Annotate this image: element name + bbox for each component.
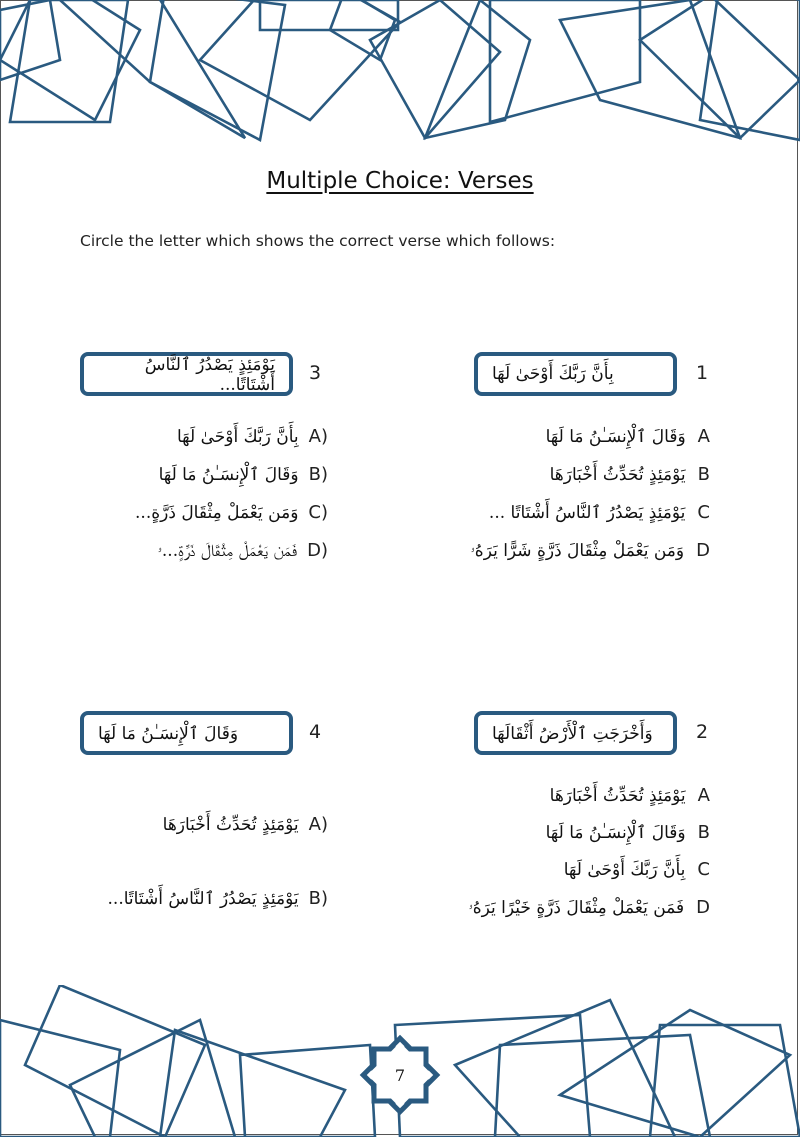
- top-geometric-decoration: [0, 0, 800, 145]
- q3-option-b[interactable]: [159, 464, 328, 485]
- option-letter: A: [697, 785, 710, 806]
- question-1-number: 1: [696, 362, 709, 384]
- q1-option-b[interactable]: [550, 464, 710, 485]
- question-3-verse: يَوْمَئِذٍ يَصْدُرُ ٱلنَّاسُ أَشْتَاتًا...: [144, 354, 275, 395]
- option-letter: D): [307, 540, 328, 561]
- instruction-text: Circle the letter which shows the correct verse which follows:: [80, 232, 556, 250]
- option-text: بِأَنَّ رَبَّكَ أَوْحَىٰ لَهَا: [563, 859, 686, 880]
- option-letter: C): [308, 502, 328, 523]
- option-letter: A): [308, 814, 328, 835]
- option-text: وَمَن يَعْمَلْ مِثْقَالَ ذَرَّةٍ شَرًّا يَرَهُۥ: [470, 540, 685, 561]
- q3-option-d[interactable]: [158, 540, 328, 561]
- q2-option-d[interactable]: [469, 897, 711, 918]
- option-letter: B): [308, 888, 328, 909]
- option-letter: A: [697, 426, 710, 447]
- option-text: بِأَنَّ رَبَّكَ أَوْحَىٰ لَهَا: [176, 426, 299, 447]
- q3-option-c[interactable]: [135, 502, 328, 523]
- option-letter: D: [696, 897, 710, 918]
- option-text: يَوْمَئِذٍ تُحَدِّثُ أَخْبَارَهَا: [162, 814, 299, 835]
- option-text: وَقَالَ ٱلْإِنسَـٰنُ مَا لَهَا: [545, 823, 686, 843]
- question-3-verse-box: [80, 352, 293, 396]
- page-title: Multiple Choice: Verses: [266, 168, 534, 194]
- option-text: يَوْمَئِذٍ يَصْدُرُ ٱلنَّاسُ أَشْتَاتًا...: [107, 889, 299, 909]
- q1-option-c[interactable]: [489, 502, 710, 523]
- option-letter: B: [697, 822, 710, 843]
- option-text: يَوْمَئِذٍ تُحَدِّثُ أَخْبَارَهَا: [549, 464, 686, 485]
- option-text: وَقَالَ ٱلْإِنسَـٰنُ مَا لَهَا: [158, 465, 299, 485]
- question-2-verse: وَأَخْرَجَتِ ٱلْأَرْضُ أَثْقَالَهَا: [492, 723, 653, 744]
- question-4-number: 4: [309, 721, 322, 743]
- option-text: فَمَن يَعْمَلْ مِثْقَالَ ذَرَّةٍ خَيْرًا يَرَهُۥ: [468, 897, 685, 918]
- page-number: 7: [394, 1065, 406, 1085]
- q1-option-a[interactable]: [546, 426, 710, 447]
- question-2-number: 2: [696, 721, 709, 743]
- option-text: وَمَن يَعْمَلْ مِثْقَالَ ذَرَّةٍ...: [135, 502, 299, 523]
- question-4-verse-box: [80, 711, 293, 755]
- q4-option-b[interactable]: [108, 888, 328, 909]
- page-number-badge: [358, 1033, 442, 1117]
- question-1-verse-box: [474, 352, 677, 396]
- option-text: فَمَن يَعْمَلْ مِثْقَالَ ذَرَّةٍ...ۥ: [157, 540, 298, 561]
- option-text: يَوْمَئِذٍ يَصْدُرُ ٱلنَّاسُ أَشْتَاتًا ...: [488, 503, 686, 523]
- q3-option-a[interactable]: [177, 426, 328, 447]
- option-text: وَقَالَ ٱلْإِنسَـٰنُ مَا لَهَا: [545, 427, 686, 447]
- question-3-number: 3: [309, 362, 322, 384]
- q1-option-d[interactable]: [471, 540, 710, 561]
- option-letter: D: [696, 540, 710, 561]
- option-letter: B: [697, 464, 710, 485]
- q2-option-b[interactable]: [546, 822, 710, 843]
- option-text: يَوْمَئِذٍ تُحَدِّثُ أَخْبَارَهَا: [549, 785, 686, 806]
- option-letter: C: [697, 502, 710, 523]
- question-2-verse-box: [474, 711, 677, 755]
- option-letter: B): [308, 464, 328, 485]
- q4-option-a[interactable]: [163, 814, 328, 835]
- q2-option-c[interactable]: [564, 859, 710, 880]
- question-4-verse: وَقَالَ ٱلْإِنسَـٰنُ مَا لَهَا: [98, 723, 239, 744]
- question-1-verse: بِأَنَّ رَبَّكَ أَوْحَىٰ لَهَا: [492, 364, 614, 384]
- option-letter: C: [697, 859, 710, 880]
- q2-option-a[interactable]: [550, 785, 710, 806]
- option-letter: A): [308, 426, 328, 447]
